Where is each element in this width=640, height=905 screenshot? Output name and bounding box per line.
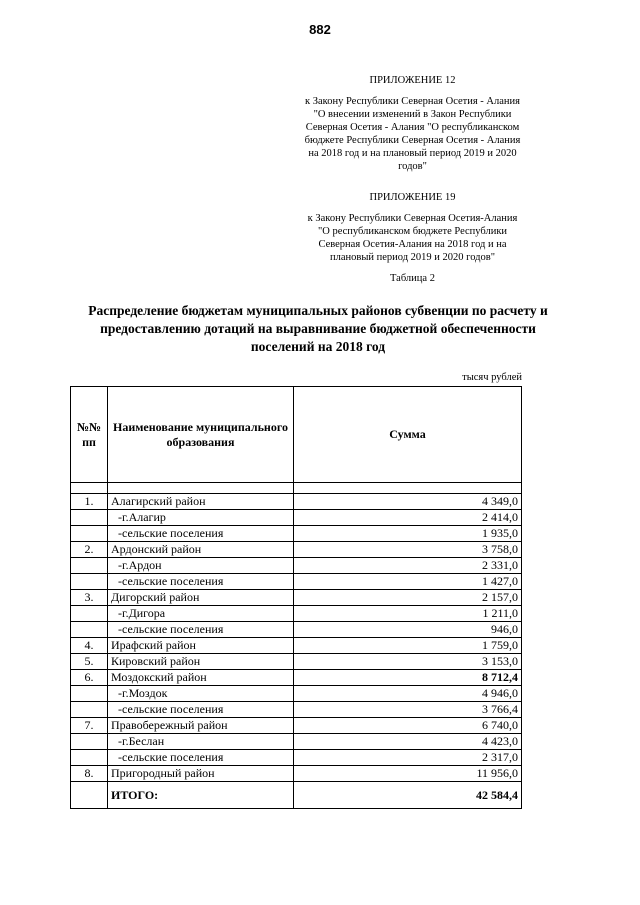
row-number: 2. [71, 542, 108, 558]
appendix-12-line: бюджете Республики Северная Осетия - Алания [304, 135, 521, 146]
row-number [71, 686, 108, 702]
row-name: -сельские поселения [108, 622, 294, 638]
row-number [71, 750, 108, 766]
table-row [71, 766, 522, 782]
row-name: Ардонский район [108, 542, 294, 558]
appendix-12-line: "О внесении изменений в Закон Республики [313, 109, 512, 120]
row-number [71, 510, 108, 526]
appendix-19-line: "О республиканском бюджете Республики [317, 226, 508, 237]
row-sum: 2 331,0 [294, 558, 522, 574]
appendix-12-heading: ПРИЛОЖЕНИЕ 12 [369, 75, 456, 86]
header-name: Наименование муниципального образования [108, 387, 294, 483]
row-sum: 3 766,4 [294, 702, 522, 718]
table-row [71, 574, 522, 590]
row-sum: 2 157,0 [294, 590, 522, 606]
table-row [71, 718, 522, 734]
row-sum: 4 423,0 [294, 734, 522, 750]
row-number [71, 622, 108, 638]
table-row [71, 542, 522, 558]
row-number [71, 606, 108, 622]
row-name: -сельские поселения [108, 750, 294, 766]
row-sum: 1 759,0 [294, 638, 522, 654]
table-row [71, 654, 522, 670]
row-sum: 4 946,0 [294, 686, 522, 702]
row-number [71, 734, 108, 750]
row-number [71, 574, 108, 590]
appendix-12-line: к Закону Республики Северная Осетия - Алания [305, 96, 520, 107]
total-sum: 42 584,4 [294, 782, 522, 809]
appendix-19-line: к Закону Республики Северная Осетия-Алания [307, 213, 518, 224]
row-name: -г.Дигора [108, 606, 294, 622]
row-sum: 4 349,0 [294, 494, 522, 510]
table-row [71, 750, 522, 766]
table-spacer-row [71, 483, 522, 494]
header-num: №№ пп [71, 387, 108, 483]
row-name: -сельские поселения [108, 526, 294, 542]
table-row [71, 638, 522, 654]
table-row [71, 510, 522, 526]
row-sum: 3 758,0 [294, 542, 522, 558]
header-sum: Сумма [294, 387, 522, 483]
document-title [62, 302, 574, 356]
row-sum: 946,0 [294, 622, 522, 638]
row-number: 7. [71, 718, 108, 734]
row-name: Пригородный район [108, 766, 294, 782]
table-row [71, 526, 522, 542]
table-row [71, 494, 522, 510]
row-sum: 6 740,0 [294, 718, 522, 734]
row-sum: 11 956,0 [294, 766, 522, 782]
table-row [71, 558, 522, 574]
row-name: -г.Моздок [108, 686, 294, 702]
row-sum: 2 317,0 [294, 750, 522, 766]
row-sum: 1 935,0 [294, 526, 522, 542]
total-label: ИТОГО: [108, 782, 294, 809]
table-label: Таблица 2 [390, 273, 435, 284]
row-name: -г.Беслан [108, 734, 294, 750]
table-row [71, 686, 522, 702]
row-name: Алагирский район [108, 494, 294, 510]
row-name: -сельские поселения [108, 702, 294, 718]
row-number [71, 702, 108, 718]
row-name: Дигорский район [108, 590, 294, 606]
row-sum: 1 211,0 [294, 606, 522, 622]
row-number [71, 526, 108, 542]
appendix-19-line: Северная Осетия-Алания на 2018 год и на [318, 239, 507, 250]
units-label: тысяч рублей [462, 372, 522, 383]
row-sum: 3 153,0 [294, 654, 522, 670]
row-sum: 1 427,0 [294, 574, 522, 590]
row-name: -г.Ардон [108, 558, 294, 574]
row-number [71, 558, 108, 574]
appendix-12-block [285, 74, 540, 173]
budget-table [70, 386, 522, 809]
row-number: 3. [71, 590, 108, 606]
table-row [71, 702, 522, 718]
row-name: Правобережный район [108, 718, 294, 734]
row-number: 8. [71, 766, 108, 782]
title-line: поселений на 2018 год [250, 339, 386, 354]
table-row [71, 734, 522, 750]
appendix-12-line: Северная Осетия - Алания "О республиканском [305, 122, 520, 133]
row-number: 4. [71, 638, 108, 654]
appendix-19-line: плановый период 2019 и 2020 годов" [329, 252, 496, 263]
table-row [71, 606, 522, 622]
row-sum: 8 712,4 [294, 670, 522, 686]
total-row [71, 782, 522, 809]
row-sum: 2 414,0 [294, 510, 522, 526]
table-header-row [71, 387, 522, 483]
row-number: 1. [71, 494, 108, 510]
title-line: Распределение бюджетам муниципальных районов субвенции по расчету и [88, 303, 548, 318]
row-name: Ирафский район [108, 638, 294, 654]
row-number: 5. [71, 654, 108, 670]
table-row [71, 670, 522, 686]
appendix-12-line: на 2018 год и на плановый период 2019 и 2020 [308, 148, 517, 159]
table-row [71, 590, 522, 606]
page-number: 882 [309, 22, 331, 37]
row-number: 6. [71, 670, 108, 686]
appendix-12-line: годов" [398, 161, 427, 172]
row-name: Моздокский район [108, 670, 294, 686]
total-num-cell [71, 782, 108, 809]
row-name: -г.Алагир [108, 510, 294, 526]
row-name: -сельские поселения [108, 574, 294, 590]
appendix-19-block [285, 191, 540, 264]
table-row [71, 622, 522, 638]
table-body [71, 483, 522, 809]
title-line: предоставлению дотаций на выравнивание бюджетной обеспеченности [100, 321, 536, 336]
appendix-19-heading: ПРИЛОЖЕНИЕ 19 [369, 192, 456, 203]
row-name: Кировский район [108, 654, 294, 670]
